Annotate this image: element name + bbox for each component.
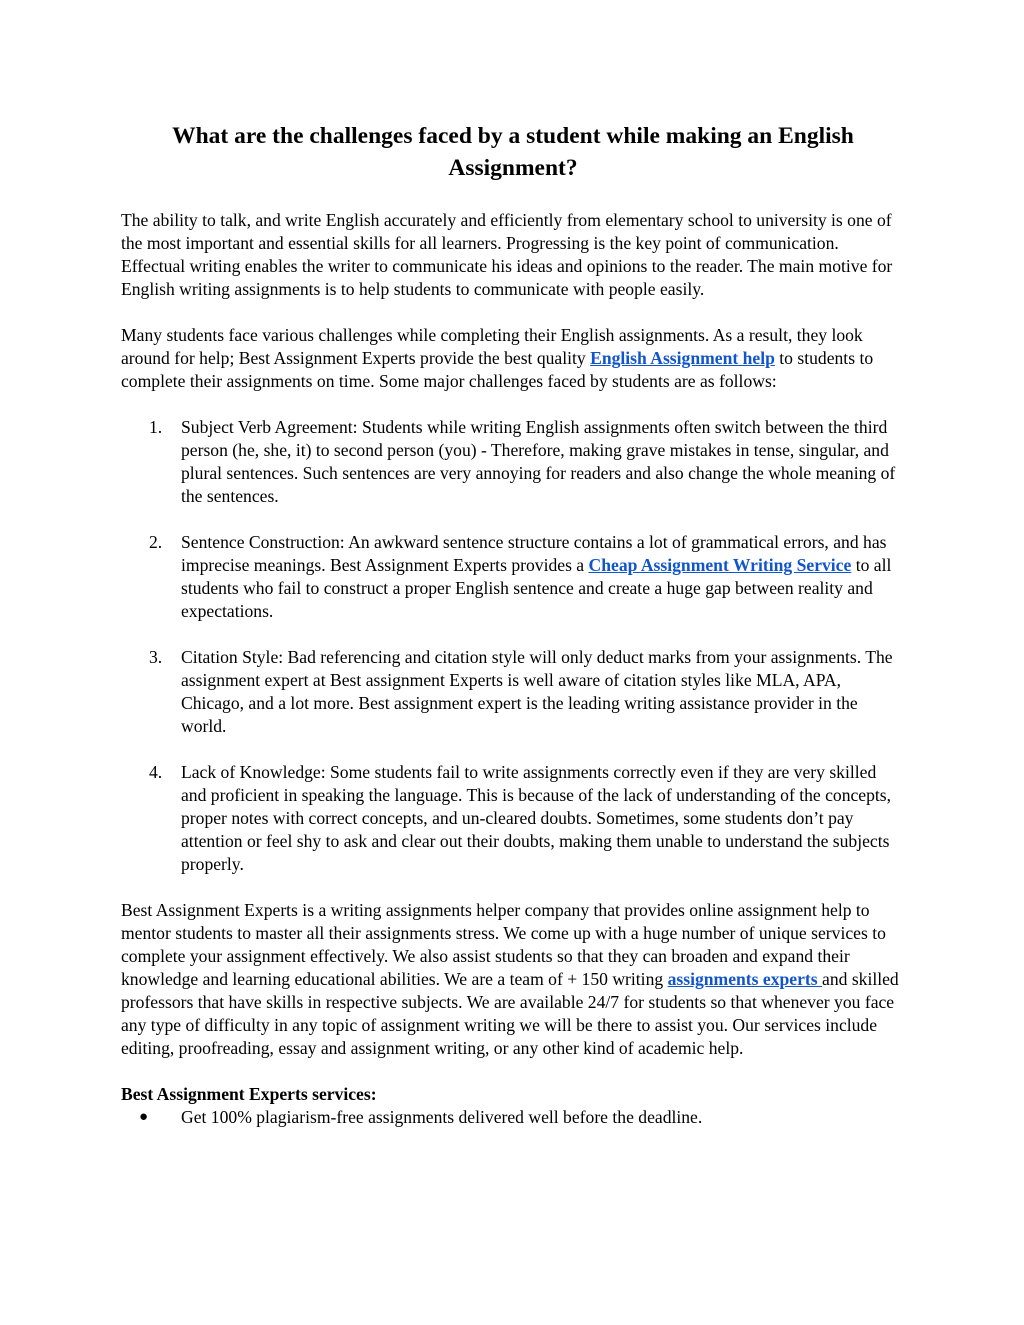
list-number: 4. xyxy=(149,762,163,782)
cheap-assignment-writing-service-link[interactable]: Cheap Assignment Writing Service xyxy=(588,555,852,575)
list-number: 3. xyxy=(149,647,163,667)
challenge-text: Lack of Knowledge: Some students fail to write assignments correctly even if they are very skilled and proficient in speaking the language. This is because of the lack of understanding of the concepts, proper notes with correct concepts, and un-cleared doubts. Sometimes, some students don’t pay attention or feel shy to ask and clear out their doubts, making them unable to understand the subjects properly. xyxy=(181,762,892,874)
challenge-text: Subject Verb Agreement: Students while writing English assignments often switch between the third person (he, she, it) to second person (you) - Therefore, making grave mistakes in tense, singular, and plural sentences. Such sentences are very annoying for readers and also change the whole meaning of the sentences. xyxy=(181,417,896,506)
about-paragraph-text-before: Best Assignment Experts is a writing assignments helper company that provides online assignment help to mentor students to master all their assignments stress. We come up with a huge number of unique services to complete your assignment effectively. We also assist students so that they can broaden and expand their knowledge and learning educational abilities. We are a team of + 150 writing xyxy=(121,900,886,989)
services-list xyxy=(121,1106,905,1129)
service-item xyxy=(121,1106,905,1129)
service-item-text: Get 100% plagiarism-free assignments delivered well before the deadline. xyxy=(181,1107,703,1127)
document-title: What are the challenges faced by a student while making an English Assignment? xyxy=(172,123,854,181)
help-paragraph-text-before: Many students face various challenges while completing their English assignments. As a result, they look around for help; Best Assignment Experts provide the best quality xyxy=(121,325,863,368)
challenge-text-after: to all students who fail to construct a proper English sentence and create a huge gap between reality and expectations. xyxy=(181,555,892,621)
help-paragraph-text-after: to students to complete their assignments on time. Some major challenges faced by students are as follows: xyxy=(121,348,874,391)
list-number: 2. xyxy=(149,532,163,552)
challenge-text-before: Sentence Construction: An awkward sentence structure contains a lot of grammatical errors, and has imprecise meanings. Best Assignment Experts provides a xyxy=(181,532,887,575)
challenges-list xyxy=(121,416,905,876)
english-assignment-help-link[interactable]: English Assignment help xyxy=(590,348,775,368)
bullet-icon: ● xyxy=(139,1109,149,1125)
about-paragraph xyxy=(121,899,905,1060)
challenge-item-subject-verb-agreement xyxy=(121,416,905,508)
challenge-item-lack-of-knowledge xyxy=(121,761,905,876)
challenge-item-citation-style xyxy=(121,646,905,738)
document-page xyxy=(121,120,905,1129)
challenge-text: Citation Style: Bad referencing and citation style will only deduct marks from your assignments. The assignment expert at Best assignment Experts is well aware of citation styles like MLA, APA, Chicago, and a lot more. Best assignment expert is the leading writing assistance provider in the world. xyxy=(181,647,893,736)
list-number: 1. xyxy=(149,417,163,437)
intro-paragraph: The ability to talk, and write English accurately and efficiently from elementary school to university is one of the most important and essential skills for all learners. Progressing is the key point of communication. Effectual writing enables the writer to communicate his ideas and opinions to the reader. The main motive for English writing assignments is to help students to communicate with people easily. xyxy=(121,210,893,299)
challenge-item-sentence-construction xyxy=(121,531,905,623)
assignments-experts-link[interactable]: assignments experts xyxy=(667,969,823,989)
about-paragraph-text-after: and skilled professors that have skills in respective subjects. We are available 24/7 for students so that whenever you face any type of difficulty in any topic of assignment writing we will be there to assist you. Our services include editing, proofreading, essay and assignment writing, or any other kind of academic help. xyxy=(121,969,899,1058)
services-heading: Best Assignment Experts services: xyxy=(121,1084,377,1104)
help-paragraph xyxy=(121,324,905,393)
